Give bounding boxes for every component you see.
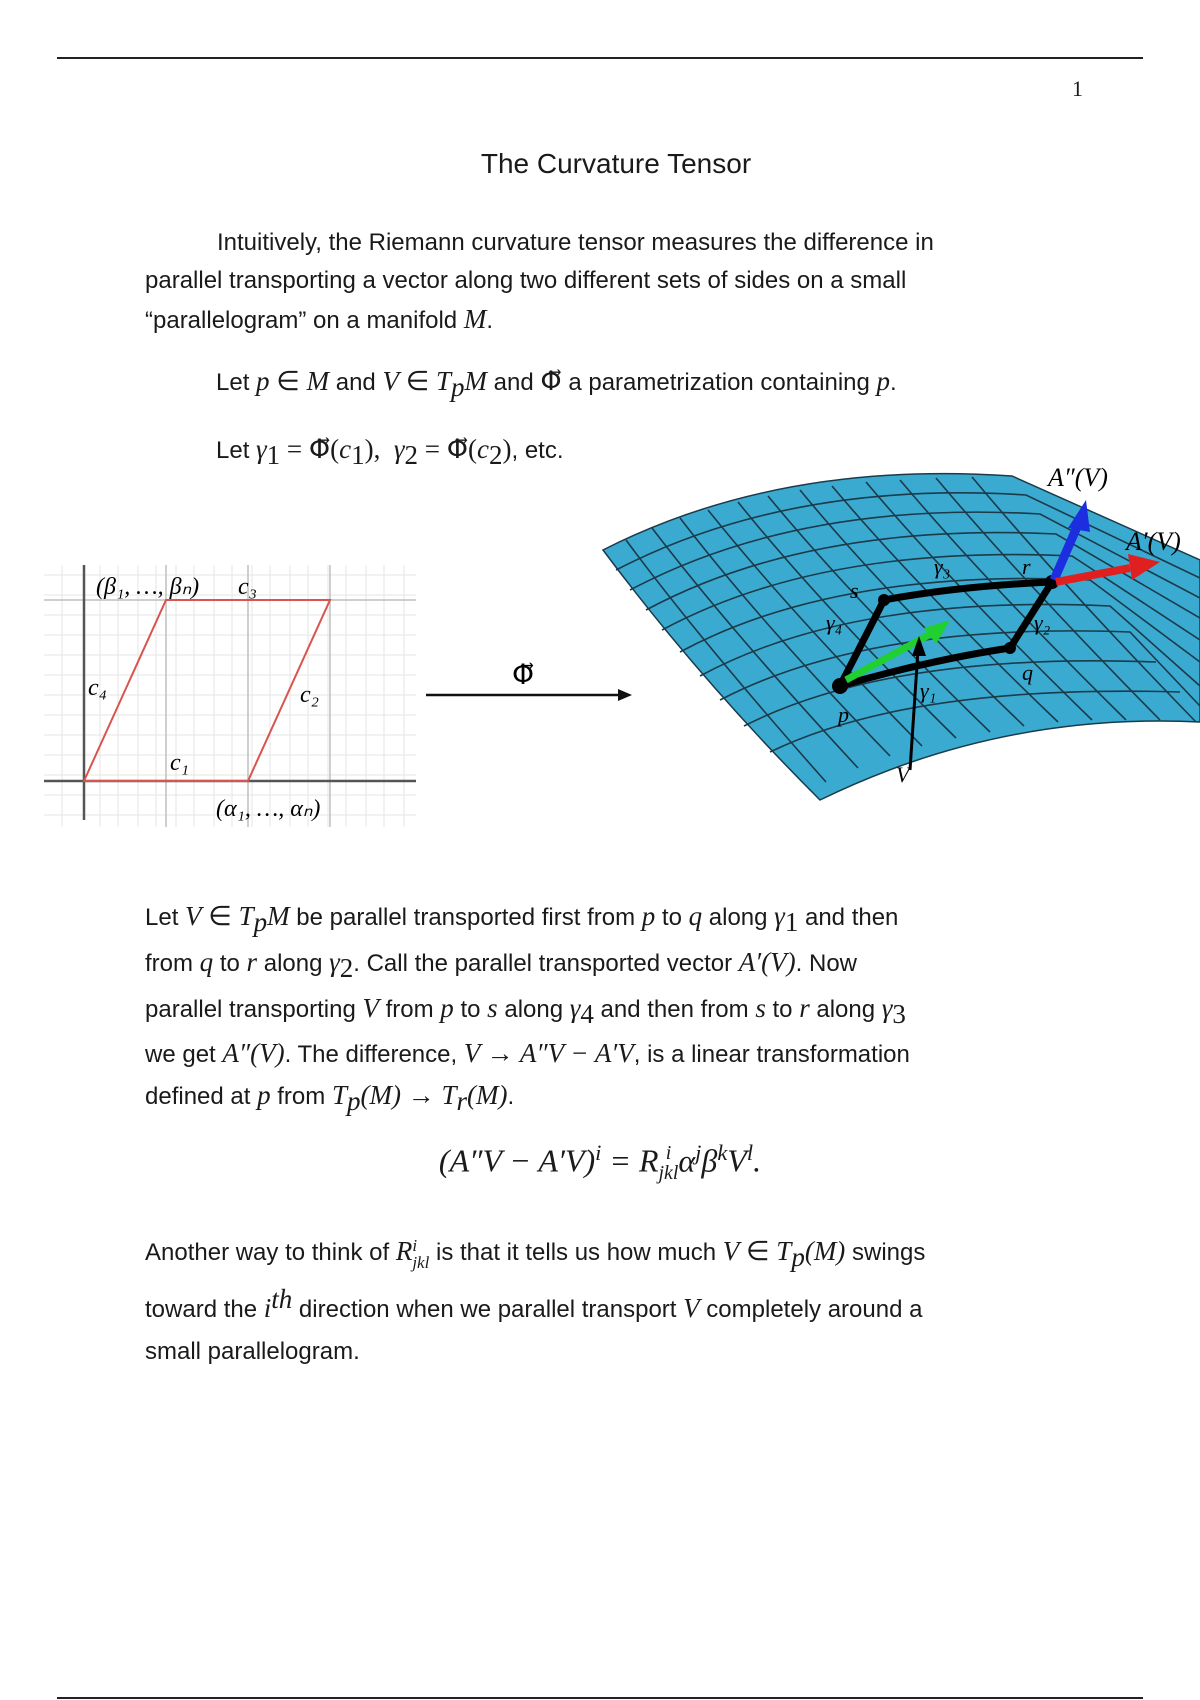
math: = [280, 434, 309, 464]
text: along [809, 995, 882, 1023]
text: we get [145, 1041, 223, 1069]
math: γ [256, 434, 267, 464]
math: p [440, 992, 454, 1023]
bottom-rule [57, 1697, 1143, 1699]
math: V [722, 1236, 740, 1266]
text: be parallel transported first from [289, 904, 642, 931]
body-line-4 [145, 1033, 1045, 1075]
curvature-equation [0, 1140, 1200, 1184]
alpha-label: (α₁, …, αₙ) [216, 796, 321, 822]
math: s [755, 992, 766, 1023]
eq-r: = R [601, 1142, 659, 1179]
text: from [270, 1083, 332, 1111]
body-paragraph [145, 896, 1045, 1121]
body-line-5 [145, 1075, 1045, 1121]
math: q [688, 901, 703, 931]
math-sub: jkl [412, 1252, 430, 1272]
phi-symbol: Φ⃗ [540, 366, 562, 396]
math: ∈ [201, 901, 239, 931]
text: . Call the parallel transported vector [353, 949, 739, 977]
math: ∈ [739, 1236, 777, 1266]
parameter-grid-diagram [44, 565, 416, 827]
point-q [1004, 642, 1016, 654]
label-s: s [850, 578, 859, 603]
text: from [145, 949, 200, 977]
text: and [487, 369, 541, 396]
math: s [487, 992, 498, 1023]
text: is that it tells us how much [429, 1239, 723, 1266]
math: ∈ [398, 366, 436, 396]
math: T [435, 366, 452, 396]
math: T [776, 1236, 792, 1266]
math: M [306, 366, 330, 396]
math: c [477, 434, 489, 464]
math: T [238, 901, 254, 931]
math-sub: r [456, 1086, 467, 1117]
eq-beta: β [701, 1142, 718, 1179]
manifold-surface-diagram [600, 462, 1200, 814]
intro-line-1: Intuitively, the Riemann curvature tensor measures the difference in [217, 229, 934, 256]
text: Let [145, 904, 186, 931]
math-sub: 2 [404, 439, 419, 470]
eq-sup: i [665, 1142, 672, 1165]
math: r [246, 946, 258, 977]
math: ∈ [269, 366, 307, 396]
math: γ [329, 946, 340, 977]
eq-v: V [727, 1142, 747, 1179]
math: R [395, 1236, 413, 1266]
label-r: r [1022, 554, 1031, 579]
eq-sup: l [746, 1140, 754, 1165]
label-v: V [896, 762, 910, 787]
math-sub: p [791, 1241, 805, 1272]
math: = [418, 434, 447, 464]
text: parallel transporting [145, 995, 363, 1023]
c1-label: c₁ [170, 750, 189, 776]
body-line-3 [145, 988, 1045, 1034]
text: completely around a [699, 1295, 923, 1323]
label-gamma1: γ₁ [920, 678, 937, 703]
math-sub: 4 [580, 998, 594, 1029]
page-title: The Curvature Tensor [480, 148, 752, 179]
text: Let [216, 437, 257, 464]
math: V [382, 366, 399, 396]
eq-lhs: (A″V − A′V) [438, 1142, 596, 1179]
label-q: q [1022, 660, 1033, 685]
manifold-symbol: M [463, 304, 487, 334]
text: along [257, 949, 330, 977]
text: Another way to think of [145, 1239, 396, 1266]
body-line-2 [145, 942, 1045, 988]
body-line-1 [145, 896, 1045, 942]
math: γ [569, 992, 581, 1023]
eq-sub: jkl [658, 1162, 679, 1185]
text: to [453, 995, 488, 1023]
math-sup: th [271, 1283, 293, 1314]
math: (M) → [360, 1080, 442, 1111]
text: swings [845, 1239, 926, 1266]
text: . The difference, [284, 1041, 464, 1069]
text: along [497, 995, 570, 1023]
text: a parametrization containing [561, 369, 877, 396]
math-sub: p [451, 371, 465, 402]
let-line-1 [216, 366, 897, 403]
label-A-double-prime: A″(V) [1048, 463, 1108, 492]
text: from [378, 995, 441, 1023]
math: p [641, 901, 656, 931]
math-sub: 1 [351, 439, 365, 470]
math-sub: p [253, 906, 268, 937]
text: toward the [145, 1295, 264, 1323]
text: and then [798, 904, 899, 931]
text: . Now [795, 949, 858, 977]
intro-line-2: parallel transporting a vector along two different sets of sides on a small [145, 267, 907, 294]
math: M [464, 366, 488, 396]
intro-text: “parallelogram” on a manifold [145, 307, 464, 334]
let-line-2 [216, 434, 564, 471]
text: along [702, 904, 775, 931]
math: ), [364, 434, 394, 464]
text: to [213, 949, 247, 977]
text: to [655, 904, 689, 931]
text: . [507, 1083, 515, 1111]
r-indices [412, 1237, 429, 1271]
math: (M) [804, 1236, 846, 1266]
closing-line-2 [145, 1278, 1045, 1331]
intro-line-3 [145, 300, 1045, 340]
math: V [362, 992, 379, 1023]
math-sub: p [346, 1086, 361, 1117]
text: Let [216, 369, 257, 396]
text: . [890, 369, 897, 396]
parallelogram-shape [84, 600, 330, 781]
math-sub: 2 [339, 952, 354, 983]
text: and then from [593, 995, 756, 1023]
math: γ [774, 901, 785, 931]
eq-alpha: α [678, 1142, 696, 1179]
math: V → A″V − A′V [463, 1038, 634, 1069]
math: V [683, 1292, 700, 1323]
label-p: p [838, 702, 849, 727]
math: (M) [467, 1080, 508, 1111]
eq-dot: . [753, 1142, 762, 1179]
closing-line-3: small parallelogram. [145, 1337, 360, 1365]
math: T [441, 1080, 457, 1111]
intro-dot: . [486, 307, 493, 334]
label-A-prime: A′(V) [1126, 527, 1181, 556]
beta-label: (β₁, …, βₙ) [96, 574, 200, 600]
label-gamma4: γ₄ [826, 610, 843, 635]
closing-paragraph [145, 1230, 1045, 1373]
math: γ [393, 434, 405, 464]
math: p [257, 1080, 271, 1111]
eq-indices [659, 1144, 679, 1184]
math: Φ⃗( [308, 434, 340, 464]
math-sub: 3 [892, 998, 906, 1029]
c3-label: c₃ [238, 574, 257, 600]
eq-sup: k [717, 1140, 728, 1165]
math-sub: 1 [266, 439, 281, 470]
phi-label: Φ⃗ [512, 660, 535, 691]
text: defined at [145, 1083, 258, 1111]
math: T [331, 1080, 347, 1111]
eq-sup: j [695, 1140, 702, 1165]
math-sub: 2 [489, 439, 503, 470]
page-number: 1 [1072, 76, 1083, 101]
label-gamma2: γ₂ [1034, 610, 1051, 635]
math: A″(V) [222, 1038, 285, 1069]
point-p [832, 678, 848, 694]
text: , etc. [511, 437, 564, 464]
math: r [799, 992, 810, 1023]
label-gamma3: γ₃ [934, 554, 951, 579]
text: to [765, 995, 800, 1023]
text: and [329, 369, 383, 396]
math-sup: i [412, 1235, 418, 1255]
math: A′(V) [738, 946, 796, 977]
eq-sup: i [595, 1140, 602, 1165]
math: q [199, 946, 214, 977]
top-rule [57, 57, 1143, 59]
math: V [185, 901, 202, 931]
c4-label: c₄ [88, 675, 107, 701]
math-sub: 1 [784, 906, 799, 937]
point-s [878, 594, 890, 606]
math: p [256, 366, 270, 396]
math: i [263, 1292, 272, 1323]
math: c [339, 434, 352, 464]
math: ) [502, 434, 512, 464]
math: M [267, 901, 290, 931]
math: γ [881, 992, 893, 1023]
text: , is a linear transformation [633, 1041, 910, 1069]
intro-paragraph [145, 224, 1045, 340]
math: Φ⃗( [446, 434, 478, 464]
closing-line-1 [145, 1230, 1045, 1278]
math: p [876, 366, 891, 396]
c2-label: c₂ [300, 682, 319, 708]
text: direction when we parallel transport [292, 1295, 684, 1323]
